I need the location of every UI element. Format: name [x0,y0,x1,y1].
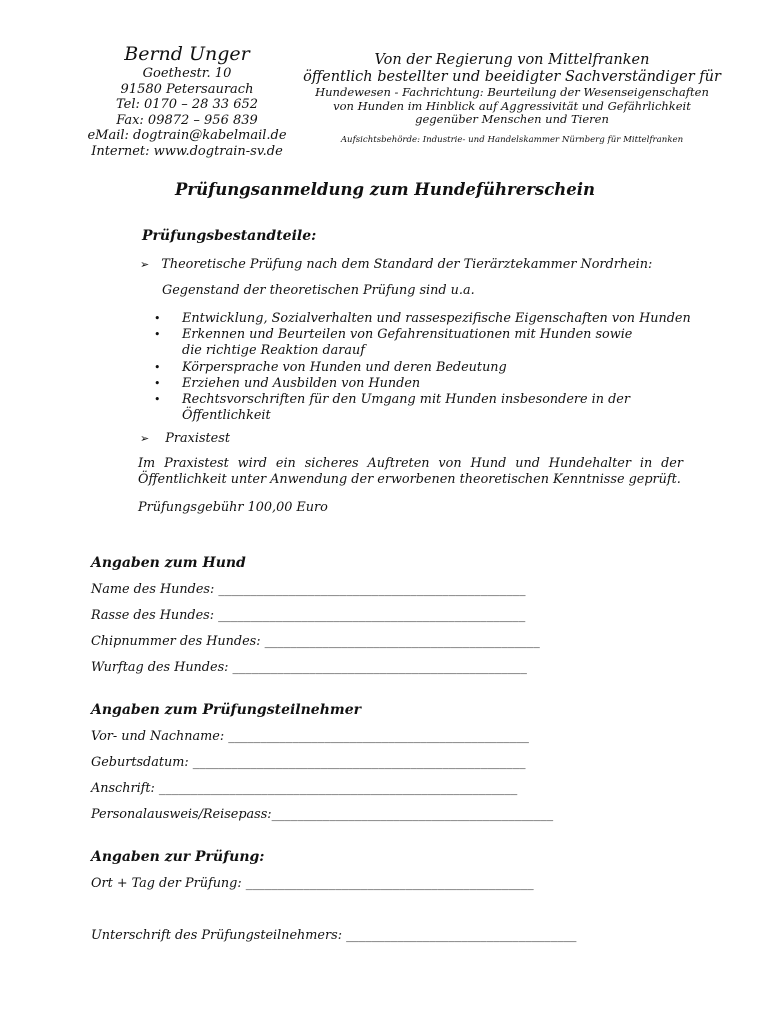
email-line: eMail: dogtrain@kabelmail.de [87,128,287,143]
dog-name-field[interactable]: Name des Hundes: ________________________________________________ [91,582,526,597]
participant-id-field[interactable]: Personalausweis/Reisepass:____________________________________________ [91,807,554,822]
dog-birthdate-field[interactable]: Wurftag des Hundes: ______________________________________________ [91,660,527,675]
appointment-line-4: von Hunden im Hinblick auf Aggressivität und Gefährlichkeit [333,98,691,113]
appointment-line-2: öffentlich bestellter und beeidigter Sachverständiger für [303,69,721,85]
exam-section-heading: Angaben zur Prüfung: [91,849,265,865]
list-item: • Erziehen und Ausbilden von Hunden [154,376,694,392]
theory-subject-intro: Gegenstand der theoretischen Prüfung sind u.a. [162,283,475,298]
arrow-bullet-icon: ➢ [140,432,150,445]
fax-line: Fax: 09872 – 956 839 [116,112,258,128]
component-item-practice-label: Praxistest [165,431,230,446]
component-item-theory [140,257,700,273]
letterhead-right [302,52,722,146]
appointment-line-5: gegenüber Menschen und Tieren [415,112,609,126]
practice-description: Im Praxistest wird ein sicheres Auftreten von Hund und Hundehalter in der Öffentlichkeit unter Anwendung der erworbenen theoretischen Kenntnisse geprüft. [138,456,683,487]
component-item-practice [140,431,230,447]
theory-topics-list [154,311,694,424]
dog-breed-field[interactable]: Rasse des Hundes: ________________________________________________ [91,608,526,623]
website-line: Internet: www.dogtrain-sv.de [91,143,283,159]
arrow-bullet-icon: ➢ [140,258,150,271]
dog-section-heading: Angaben zum Hund [91,555,246,571]
supervisory-authority: Aufsichtsbehörde: Industrie- und Handelskammer Nürnberg für Mittelfranken [340,134,684,145]
list-item: • Körpersprache von Hunden und deren Bedeutung [154,360,694,376]
appointment-line-1: Von der Regierung von Mittelfranken [374,52,650,68]
sender-name: Bernd Unger [124,43,250,65]
phone-line: Tel: 0170 – 28 33 652 [115,97,259,112]
dog-chip-field[interactable]: Chipnummer des Hundes: ___________________________________________ [91,634,540,649]
address-line-street: Goethestr. 10 [142,66,232,81]
letterhead-left [72,42,302,159]
component-item-theory-label: Theoretische Prüfung nach dem Standard der Tierärztekammer Nordrhein: [161,257,653,272]
participant-name-field[interactable]: Vor- und Nachname: _______________________________________________ [91,729,529,744]
components-heading: Prüfungsbestandteile: [142,228,317,244]
participant-address-field[interactable]: Anschrift: ________________________________________________________ [91,781,518,796]
list-item: • Entwicklung, Sozialverhalten und rassespezifische Eigenschaften von Hunden [154,311,694,327]
exam-fee: Prüfungsgebühr 100,00 Euro [138,500,328,515]
appointment-line-3: Hundewesen - Fachrichtung: Beurteilung der Wesenseigenschaften [315,85,709,99]
participant-section-heading: Angaben zum Prüfungsteilnehmer [91,702,361,718]
address-line-city: 91580 Petersaurach [120,81,254,97]
list-item: • Rechtsvorschriften für den Umgang mit Hunden insbesondere in der Öffentlichkeit [154,392,694,424]
list-item: • Erkennen und Beurteilen von Gefahrensituationen mit Hunden sowie die richtige Reaktion darauf [154,327,694,359]
exam-place-date-field[interactable]: Ort + Tag der Prüfung: _____________________________________________ [91,876,534,891]
signature-field[interactable]: Unterschrift des Prüfungsteilnehmers: ____________________________________ [91,928,577,943]
document-title: Prüfungsanmeldung zum Hundeführerschein [175,180,595,199]
participant-birthdate-field[interactable]: Geburtsdatum: ____________________________________________________ [91,755,526,770]
